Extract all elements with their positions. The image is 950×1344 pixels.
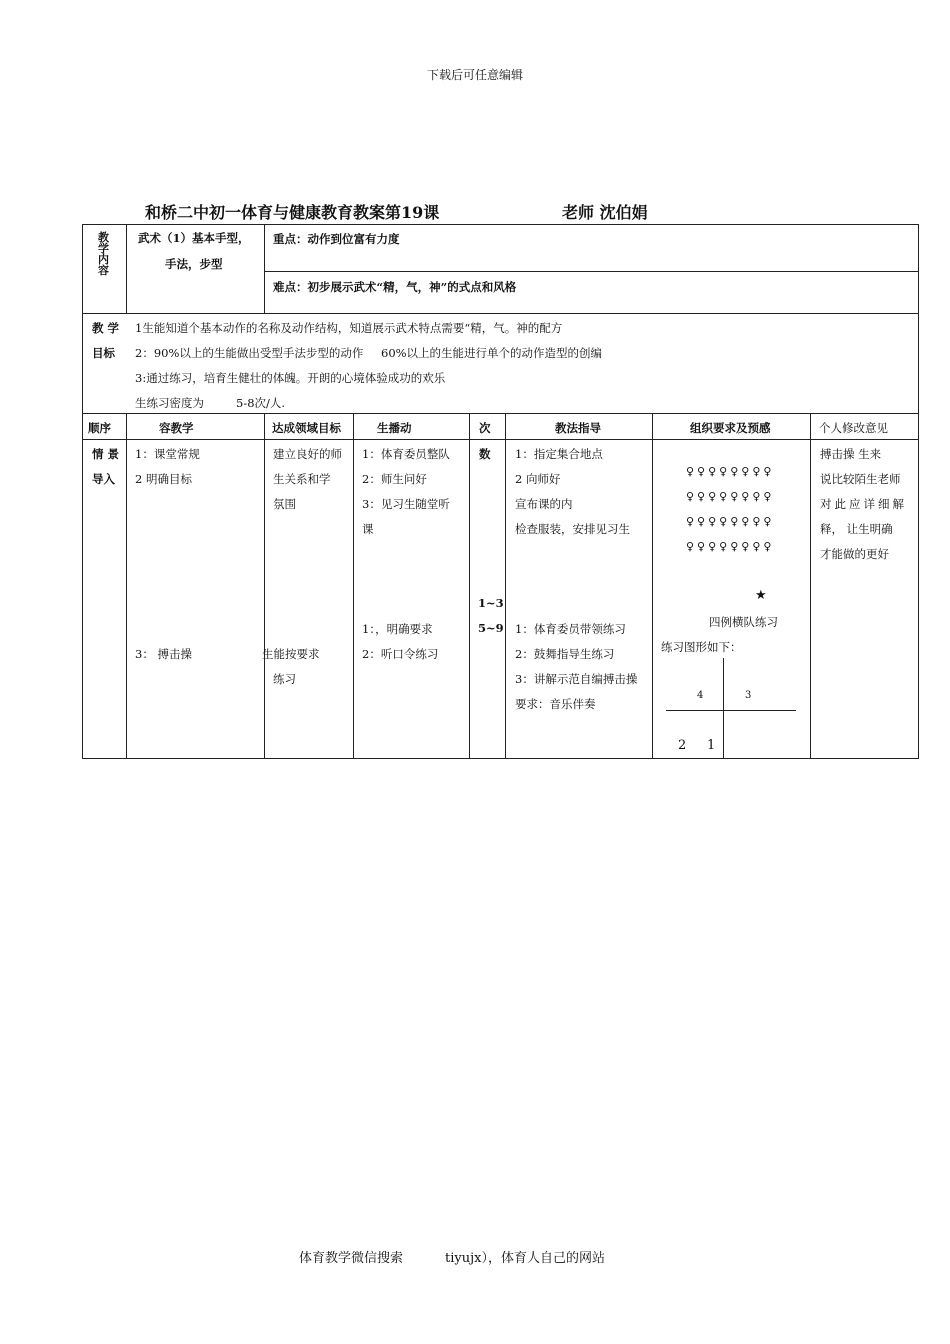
footer-left: 体育教学微信搜索 [299, 1251, 404, 1266]
quadrant-4-label: 4 [697, 690, 704, 701]
page-title: 和桥二中初一体育与健康教育教案第19课 [145, 203, 440, 222]
goal-4b: 5-8次/人. [236, 396, 286, 410]
header-order: 顺序 [88, 421, 111, 435]
quadrant-2-label: 2 [678, 738, 687, 753]
formation-row-4: ♀♀♀♀♀♀♀♀ [686, 540, 775, 553]
method-text-4: 检查服装，安排见习生 [515, 522, 630, 536]
goal-2b: 60%以上的生能进行单个的动作造型的创编 [381, 346, 603, 360]
formation-caption: 四例横队练习 [709, 615, 778, 629]
teacher-name: 老师 沈伯娟 [562, 203, 648, 222]
remark-text-4: 释， 让生明确 [820, 522, 893, 536]
count-text-3: 5~9 [478, 621, 504, 635]
method-text-6: 2：鼓舞指导生练习 [515, 647, 615, 661]
remark-text-2: 说比较陌生老师 [820, 472, 901, 486]
content-item-1: 1：课堂常规 [135, 447, 200, 461]
method-text-1: 1：指定集合地点 [515, 447, 603, 461]
key-point: 重点：动作到位富有力度 [273, 232, 400, 246]
header-count: 次 [479, 421, 491, 435]
formation-row-1: ♀♀♀♀♀♀♀♀ [686, 465, 775, 478]
student-text-4: 课 [362, 522, 374, 536]
difficulty: 难点：初步展示武术“精，气，神”的式点和风格 [273, 280, 517, 294]
quadrant-1-label: 1 [707, 738, 716, 753]
method-text-5: 1：体育委员带领练习 [515, 622, 626, 636]
formation-row-2: ♀♀♀♀♀♀♀♀ [686, 490, 775, 503]
count-text-2: 1~3 [478, 596, 504, 610]
quadrant-3-label: 3 [745, 690, 752, 701]
lesson-topic-line2: 手法，步型 [165, 257, 223, 271]
teacher-star-icon: ★ [755, 588, 767, 603]
diagram-caption: 练习图形如下： [661, 640, 742, 654]
content-label: 教 学 内 容 [98, 231, 109, 277]
lesson-topic-line1: 武术（1）基本手型， [138, 231, 250, 245]
header-student: 生播动 [377, 421, 412, 435]
header-goals: 达成领域目标 [272, 421, 341, 435]
student-text-3: 3：见习生随堂听 [362, 497, 450, 511]
method-text-8: 要求：音乐伴奏 [515, 697, 596, 711]
header-remarks: 个人修改意见 [819, 421, 888, 435]
remark-text-3: 对此应详细解 [820, 497, 907, 511]
stage-label-line2: 导入 [92, 472, 115, 486]
goal-2a: 2：90%以上的生能做出受型手法步型的动作 [135, 346, 364, 360]
method-text-3: 宣布课的内 [515, 497, 573, 511]
goal-text-1: 建立良好的师 [273, 447, 342, 461]
content-item-3: 3： 搏击操 [135, 647, 192, 661]
count-text-1: 数 [479, 447, 491, 461]
student-text-6: 2：听口令练习 [362, 647, 439, 661]
goals-label-line1: 教 学 [92, 321, 120, 335]
formation-row-3: ♀♀♀♀♀♀♀♀ [686, 515, 775, 528]
header-content: 容教学 [159, 421, 194, 435]
goals-label-line2: 目标 [92, 346, 115, 360]
student-text-2: 2：师生问好 [362, 472, 427, 486]
remark-text-1: 搏击操 生来 [820, 447, 882, 461]
goal-text-3: 氛围 [273, 497, 296, 511]
goal-text-5: 练习 [273, 672, 296, 686]
header-organization: 组织要求及预感 [690, 421, 771, 435]
header-method: 教法指导 [555, 421, 601, 435]
header-note: 下载后可任意编辑 [426, 68, 523, 82]
student-text-5: 1：，明确要求 [362, 622, 433, 636]
goal-1: 1生能知道个基本动作的名称及动作结构，知道展示武术特点需要“精，气。神的配方 [135, 321, 563, 335]
footer-right: tiyujx），体育人自己的网站 [445, 1251, 605, 1266]
content-item-2: 2 明确目标 [135, 472, 192, 486]
goal-3: 3:通过练习，培育生健壮的体魄。开朗的心境体验成功的欢乐 [135, 371, 446, 385]
student-text-1: 1：体育委员整队 [362, 447, 450, 461]
goal-text-4: 生能按要求 [262, 647, 320, 661]
stage-label-line1: 情 景 [92, 447, 120, 461]
method-text-7: 3：讲解示范自编搏击操 [515, 672, 638, 686]
goal-text-2: 生关系和学 [273, 472, 331, 486]
remark-text-5: 才能做的更好 [820, 547, 889, 561]
goal-4a: 生练习密度为 [135, 396, 204, 410]
method-text-2: 2 向师好 [515, 472, 561, 486]
